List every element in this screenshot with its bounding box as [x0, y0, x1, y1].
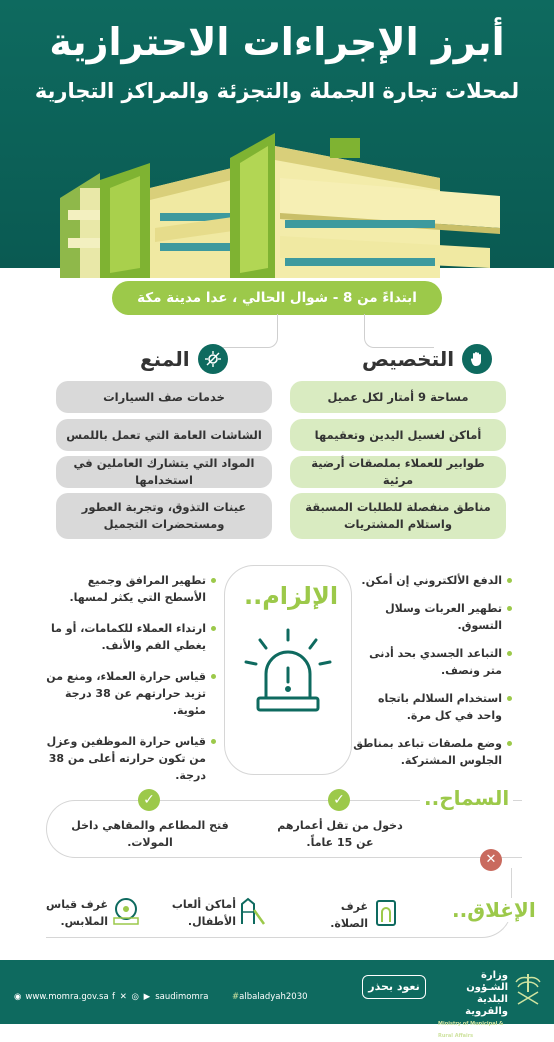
prohibition-title: المنع — [140, 347, 190, 371]
prohibition-item: خدمات صف السيارات — [56, 381, 272, 413]
social-icons: f ✕ ◎ ▶ — [112, 992, 152, 1002]
connector-line — [364, 314, 434, 348]
obligation-list-right — [352, 572, 512, 769]
hand-stop-icon — [462, 344, 492, 374]
obligation-item: ارتداء العملاء للكمامات، أو ما يغطي الفم والأنف. — [46, 620, 216, 654]
allocation-item: مساحة 9 أمتار لكل عميل — [290, 381, 506, 413]
allocation-item: أماكن لغسيل اليدين وتعقيمها — [290, 419, 506, 451]
ministry-name — [438, 970, 508, 1042]
prohibition-item: عينات التذوق، وتجربة العطور ومستحضرات التجميل — [56, 493, 272, 539]
start-date-ribbon: ابتداءً من 8 - شوال الحالي ، عدا مدينة مكة المكرمة — [112, 281, 442, 315]
allocation-item: طوابير للعملاء بملصقات أرضية مرئية — [290, 456, 506, 488]
obligation-title: الإلزام.. — [236, 582, 346, 610]
measuring-tape-icon — [112, 896, 140, 926]
close-x-icon: ✕ — [480, 849, 502, 871]
hero-banner — [0, 0, 554, 268]
website-text: www.momra.gov.sa — [25, 992, 109, 1002]
prohibition-item: الشاشات العامة التي تعمل باللمس — [56, 419, 272, 451]
social-handle-text: saudimomra — [155, 992, 209, 1002]
obligation-item: تطهير العربات وسلال التسوق. — [352, 600, 512, 634]
prohibition-item: المواد التي يتشارك العاملين في استخدامها — [56, 456, 272, 488]
allocation-heading — [362, 344, 492, 374]
page-subtitle: لمحلات تجارة الجملة والتجزئة والمراكز التجارية — [34, 79, 520, 103]
globe-icon: ◉ — [14, 992, 22, 1002]
allocation-title: التخصيص — [362, 347, 455, 371]
closure-item: غرف الصلاة. — [330, 900, 368, 930]
page-title: أبرز الإجراءات الاحترازية — [49, 20, 505, 64]
mall-building-illustration — [40, 118, 530, 278]
obligation-item: التباعد الجسدي بحد أدنى متر ونصف. — [352, 645, 512, 679]
obligation-item: قياس حرارة العملاء، ومنع من تزيد حرارتهم عن 38 درجة مئوية. — [46, 668, 216, 719]
closure-item: غرف قياس الملابس. — [46, 898, 108, 928]
siren-alert-icon — [238, 626, 338, 718]
social-handles[interactable] — [112, 992, 208, 1002]
permission-item: دخول من تقل أعمارهم عن 15 عاماً. — [277, 819, 403, 849]
obligation-item: الدفع الألكتروني إن أمكن. — [352, 572, 512, 589]
prayer-mat-icon — [372, 898, 400, 928]
prohibition-heading — [140, 344, 228, 374]
obligation-list-left — [46, 572, 216, 784]
ministry-name-en: Ministry of Municipal & Rural Affairs — [438, 1021, 504, 1039]
allocation-item: مناطق منفصلة للطلبات المسبقة واستلام المشتريات — [290, 493, 506, 539]
permission-item: فتح المطاعم والمقاهي داخل المولات. — [71, 819, 229, 849]
closure-item: أماكن ألعاب الأطفال. — [171, 898, 236, 928]
hashtag-text: albaladyah2030 — [239, 992, 308, 1002]
check-icon: ✓ — [138, 789, 160, 811]
obligation-item: قياس حرارة الموظفين وعزل من تكون حرارته أعلى من 38 درجة. — [46, 733, 216, 784]
ministry-name-ar: وزارة الشـؤون البلدية والقروية — [465, 970, 508, 1017]
virus-blocked-icon — [198, 344, 228, 374]
campaign-badge: نعود بحذر — [362, 975, 426, 999]
obligation-item: تطهير المرافق وجميع الأسطح التي يكثر لمسها. — [46, 572, 216, 606]
emblem-icon — [510, 970, 546, 1010]
obligation-item: وضع ملصقات تباعد بمناطق الجلوس المشتركة. — [352, 735, 512, 769]
website-link[interactable] — [14, 992, 109, 1002]
check-icon: ✓ — [328, 789, 350, 811]
playground-icon — [238, 896, 266, 926]
connector-line — [208, 314, 278, 348]
permission-title: السماح.. — [420, 786, 513, 810]
obligation-item: استخدام السلالم باتجاه واحد في كل مرة. — [352, 690, 512, 724]
hashtag-label[interactable]: #albaladyah2030 — [232, 992, 308, 1002]
closure-title: الإغلاق.. — [448, 898, 540, 922]
